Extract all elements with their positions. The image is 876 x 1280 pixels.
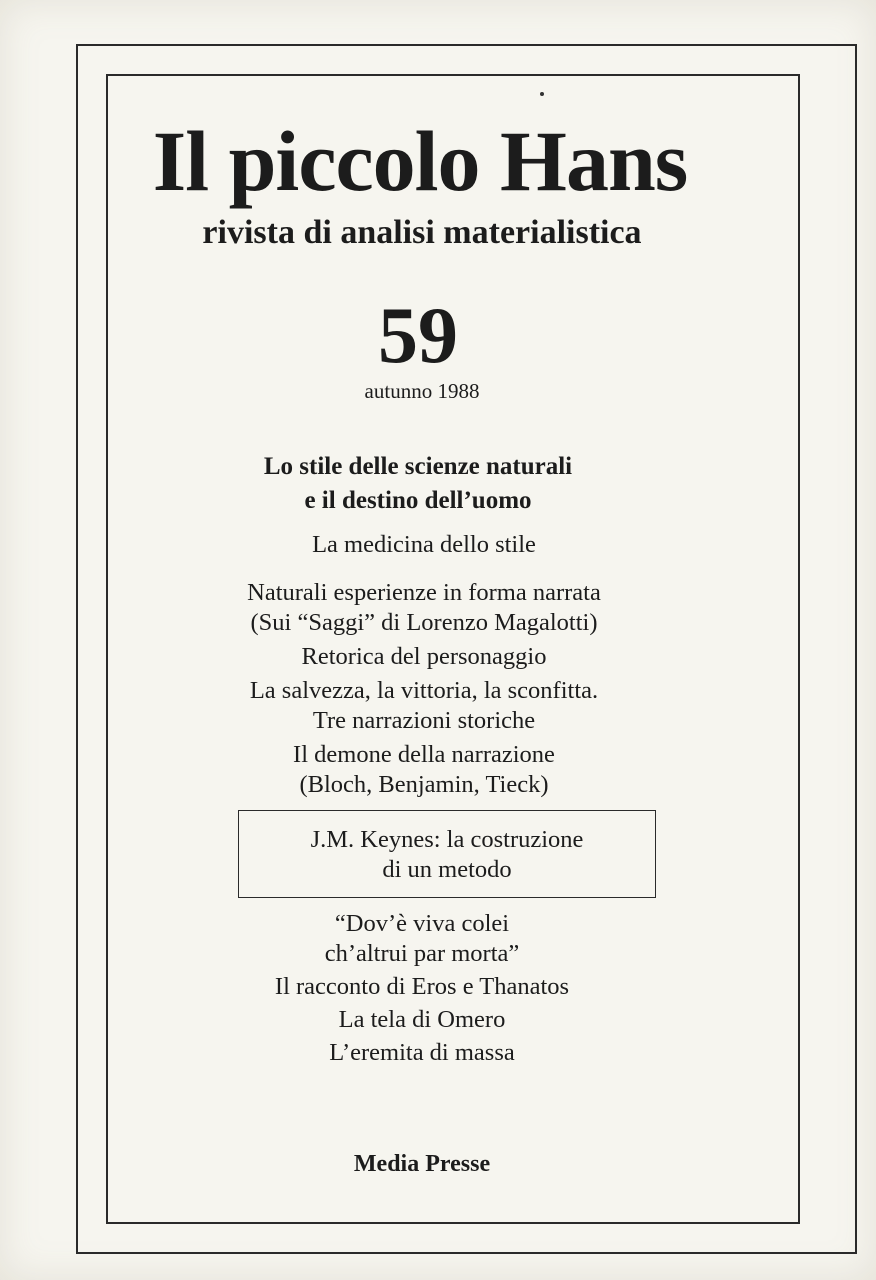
contents-item-line: L’eremita di massa [329,1039,515,1066]
boxed-article [238,810,656,898]
contents-item-line: “Dov’è viva colei [334,910,510,937]
contents-item [0,676,862,736]
table-of-contents [0,530,862,804]
boxed-article-line: J.M. Keynes: la costruzione [310,826,584,853]
feature-title-line: e il destino dell’uomo [304,486,532,514]
contents-item [0,578,862,638]
magazine-subtitle: rivista di analisi materialistica [202,214,642,251]
contents-item-line: Il racconto di Eros e Thanatos [274,973,570,1000]
contents-item-line: ch’altrui par morta” [324,940,520,967]
contents-item-line: La tela di Omero [338,1006,506,1033]
publisher-name: Media Presse [353,1151,491,1177]
contents-item [0,530,862,560]
table-of-contents-continued [0,909,860,1071]
feature-title-line: Lo stile delle scienze naturali [263,453,573,480]
issue-number: 59 [378,292,458,380]
contents-item [0,1038,860,1068]
contents-item-line: Naturali esperienze in forma narrata [247,579,601,606]
feature-title [0,450,856,518]
contents-item-line: Tre narrazioni storiche [312,707,536,734]
boxed-article-line: di un metodo [382,856,512,883]
issue-season: autunno 1988 [364,379,480,403]
contents-item-line: Retorica del personaggio [301,643,547,670]
contents-item [0,642,862,672]
ink-dot [540,92,544,96]
magazine-title: Il piccolo Hans [152,113,688,209]
contents-item [0,1005,860,1035]
contents-item-line: Il demone della narrazione [293,741,555,768]
contents-item-line: La salvezza, la vittoria, la sconfitta. [249,677,599,704]
contents-item-line: (Bloch, Benjamin, Tieck) [299,771,549,798]
contents-item-line: (Sui “Saggi” di Lorenzo Magalotti) [250,609,598,636]
contents-item [0,740,862,800]
contents-item [0,972,860,1002]
contents-item [0,909,860,969]
contents-item-line: La medicina dello stile [312,531,536,558]
